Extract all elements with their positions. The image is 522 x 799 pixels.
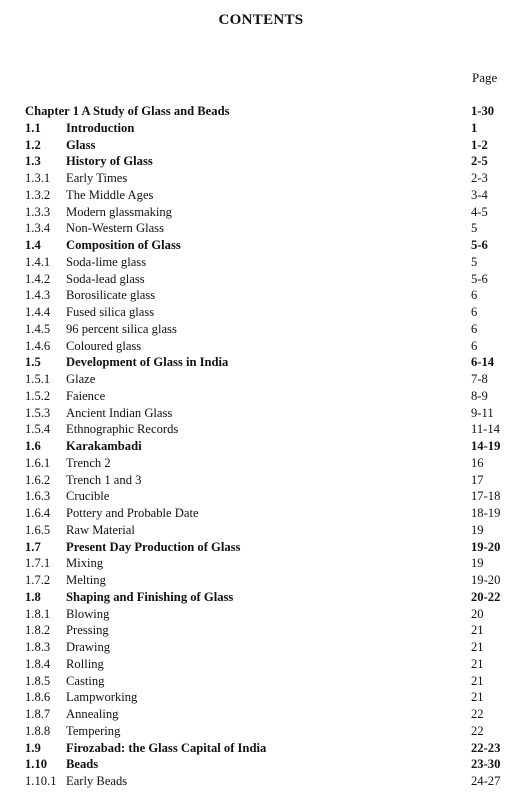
entry-number: 1.8.8 [25, 723, 51, 738]
toc-entry[interactable] [25, 589, 500, 606]
entry-pages: 9-11 [471, 405, 494, 420]
entry-pages: 14-19 [471, 439, 501, 453]
entry-title: Lampworking [66, 690, 138, 705]
toc-entry[interactable] [25, 673, 500, 690]
entry-number: 1.8 [25, 589, 41, 604]
toc-entry[interactable] [25, 287, 500, 304]
entry-number: 1.5.1 [25, 372, 51, 386]
entry-title: Mixing [66, 556, 104, 571]
entry-pages: 11-14 [471, 422, 500, 437]
entry-number: 1.4 [25, 238, 41, 252]
entry-number: 1.4.6 [25, 338, 51, 353]
entry-title: Ancient Indian Glass [66, 405, 173, 420]
entry-pages: 5 [471, 221, 478, 236]
toc-entry[interactable] [25, 555, 500, 572]
entry-pages: 21 [471, 640, 484, 654]
toc-entry[interactable] [25, 237, 500, 254]
page-title: CONTENTS [218, 12, 304, 28]
entry-number: 1.8.4 [25, 656, 51, 671]
entry-number: 1.4.3 [25, 288, 51, 303]
entry-pages: 18-19 [471, 506, 501, 520]
toc-entry[interactable] [25, 539, 500, 556]
entry-title: Drawing [66, 640, 111, 654]
toc-entry[interactable] [25, 187, 500, 204]
entry-pages: 19 [471, 522, 484, 537]
entry-number: 1.7.2 [25, 573, 51, 587]
entry-pages: 1 [471, 120, 478, 135]
entry-number: 1.10 [25, 757, 48, 772]
toc-entry[interactable] [25, 170, 500, 187]
toc-entry[interactable] [25, 153, 500, 170]
entry-pages: 1-2 [471, 137, 488, 152]
entry-title: Soda-lime glass [66, 254, 147, 269]
entry-number: 1.7.1 [25, 556, 51, 571]
toc-entry[interactable] [25, 354, 500, 371]
toc-entry[interactable] [25, 740, 500, 757]
toc-entry[interactable] [25, 254, 500, 271]
entry-title: Borosilicate glass [66, 288, 156, 303]
entry-pages: 22 [471, 707, 484, 721]
entry-number: 1.5.4 [25, 422, 51, 437]
entry-pages: 5 [471, 254, 478, 269]
entry-title: Blowing [66, 606, 110, 621]
toc-entry[interactable] [25, 472, 500, 489]
entry-pages: 22 [471, 723, 484, 738]
entry-title: Present Day Production of Glass [66, 539, 241, 554]
toc-entry[interactable] [25, 706, 500, 723]
entry-title: The Middle Ages [66, 187, 154, 202]
toc-entry[interactable] [25, 572, 500, 589]
entry-title: Trench 2 [66, 455, 111, 470]
entry-pages: 17 [471, 472, 484, 487]
entry-pages: 5-6 [471, 238, 488, 252]
entry-pages: 7-8 [471, 372, 488, 386]
entry-number: 1.4.5 [25, 321, 51, 336]
entry-title: History of Glass [66, 154, 153, 169]
toc-entry[interactable] [25, 321, 500, 338]
toc-entry[interactable] [25, 137, 500, 154]
toc-entry[interactable] [25, 756, 500, 773]
entry-title: Composition of Glass [66, 238, 181, 252]
entry-title: Shaping and Finishing of Glass [66, 589, 234, 604]
entry-title: Crucible [66, 489, 110, 504]
entry-pages: 21 [471, 673, 484, 688]
page-column-header: Page [472, 70, 498, 85]
entry-number: 1.5.2 [25, 388, 51, 403]
entry-title: Early Times [66, 171, 128, 185]
toc-entry[interactable] [25, 488, 500, 505]
entry-number: 1.8.6 [25, 690, 51, 705]
entry-pages: 4-5 [471, 204, 488, 219]
entry-pages: 19 [471, 556, 484, 571]
toc-entry[interactable] [25, 522, 500, 539]
chapter-pages: 1-30 [471, 104, 495, 118]
entry-pages: 21 [471, 656, 484, 671]
entry-pages: 2-3 [471, 171, 488, 185]
entry-title: Annealing [66, 707, 119, 721]
entry-number: 1.5 [25, 355, 41, 370]
entry-number: 1.4.1 [25, 254, 51, 269]
entry-title: Karakambadi [66, 439, 142, 453]
entry-title: Beads [66, 757, 99, 772]
entry-title: 96 percent silica glass [66, 321, 177, 336]
toc-entry[interactable] [25, 371, 500, 388]
entry-title: Development of Glass in India [66, 355, 229, 370]
table-of-contents [25, 103, 500, 790]
entry-pages: 20 [471, 606, 484, 621]
entry-number: 1.4.4 [25, 305, 51, 319]
entry-pages: 22-23 [471, 740, 501, 755]
entry-number: 1.7 [25, 539, 41, 554]
toc-entry[interactable] [25, 622, 500, 639]
toc-entry[interactable] [25, 405, 500, 422]
entry-number: 1.8.2 [25, 623, 51, 638]
entry-pages: 2-5 [471, 154, 488, 169]
entry-title: Non-Western Glass [66, 221, 164, 236]
entry-pages: 16 [471, 455, 484, 470]
entry-number: 1.6.3 [25, 489, 51, 504]
entry-number: 1.6.5 [25, 522, 51, 537]
entry-title: Trench 1 and 3 [66, 472, 142, 487]
entry-title: Glass [66, 137, 96, 152]
entry-pages: 24-27 [471, 774, 501, 788]
entry-number: 1.6 [25, 439, 41, 453]
entry-number: 1.6.2 [25, 472, 51, 487]
toc-entry[interactable] [25, 220, 500, 237]
entry-pages: 6-14 [471, 355, 495, 370]
entry-number: 1.3.3 [25, 204, 51, 219]
entry-pages: 21 [471, 623, 484, 638]
entry-pages: 17-18 [471, 489, 501, 504]
toc-entry[interactable] [25, 338, 500, 355]
entry-title: Raw Material [66, 522, 135, 537]
chapter-row[interactable] [25, 103, 500, 120]
toc-entry[interactable] [25, 639, 500, 656]
entry-number: 1.4.2 [25, 271, 51, 286]
entry-number: 1.2 [25, 137, 41, 152]
entry-pages: 20-22 [471, 589, 501, 604]
entry-title: Tempering [66, 723, 121, 738]
entry-title: Modern glassmaking [66, 204, 172, 219]
entry-number: 1.3.4 [25, 221, 51, 236]
entry-number: 1.1 [25, 120, 41, 135]
toc-entry[interactable] [25, 120, 500, 137]
entry-number: 1.3.1 [25, 171, 51, 185]
entry-number: 1.8.1 [25, 606, 51, 621]
entry-title: Coloured glass [66, 338, 142, 353]
toc-entry[interactable] [25, 606, 500, 623]
entry-pages: 21 [471, 690, 484, 705]
entry-number: 1.9 [25, 740, 41, 755]
entry-number: 1.8.5 [25, 673, 51, 688]
entry-pages: 23-30 [471, 757, 501, 772]
entry-title: Melting [66, 573, 106, 587]
entry-number: 1.6.4 [25, 506, 51, 520]
entry-pages: 6 [471, 288, 478, 303]
entry-pages: 6 [471, 321, 478, 336]
entry-number: 1.6.1 [25, 455, 51, 470]
toc-entry[interactable] [25, 438, 500, 455]
toc-entry[interactable] [25, 505, 500, 522]
entry-number: 1.3.2 [25, 187, 51, 202]
entry-pages: 6 [471, 338, 478, 353]
entry-pages: 3-4 [471, 187, 488, 202]
toc-entry[interactable] [25, 656, 500, 673]
entry-title: Ethnographic Records [66, 422, 179, 437]
entry-pages: 19-20 [471, 539, 501, 554]
toc-entry[interactable] [25, 271, 500, 288]
toc-entry[interactable] [25, 421, 500, 438]
entry-number: 1.8.3 [25, 640, 51, 654]
entry-pages: 19-20 [471, 573, 501, 587]
entry-title: Introduction [66, 120, 135, 135]
chapter-title: Chapter 1 A Study of Glass and Beads [25, 104, 230, 118]
entry-title: Faience [66, 388, 106, 403]
toc-entry[interactable] [25, 204, 500, 221]
toc-entry[interactable] [25, 689, 500, 706]
entry-title: Rolling [66, 656, 104, 671]
entry-title: Firozabad: the Glass Capital of India [66, 740, 267, 755]
entry-pages: 8-9 [471, 388, 488, 403]
toc-entry[interactable] [25, 455, 500, 472]
entry-title: Early Beads [66, 774, 128, 788]
entry-number: 1.8.7 [25, 707, 51, 721]
entry-number: 1.10.1 [25, 774, 57, 788]
toc-entry[interactable] [25, 773, 500, 790]
entry-title: Fused silica glass [66, 305, 155, 319]
entry-title: Soda-lead glass [66, 271, 145, 286]
toc-entry[interactable] [25, 304, 500, 321]
toc-entry[interactable] [25, 723, 500, 740]
entry-title: Pottery and Probable Date [66, 506, 199, 520]
entry-number: 1.5.3 [25, 405, 51, 420]
toc-entry[interactable] [25, 388, 500, 405]
entry-title: Pressing [66, 623, 109, 638]
entry-title: Casting [66, 673, 105, 688]
entry-pages: 6 [471, 305, 478, 319]
entry-pages: 5-6 [471, 271, 488, 286]
entry-title: Glaze [66, 372, 96, 386]
entry-number: 1.3 [25, 154, 41, 169]
